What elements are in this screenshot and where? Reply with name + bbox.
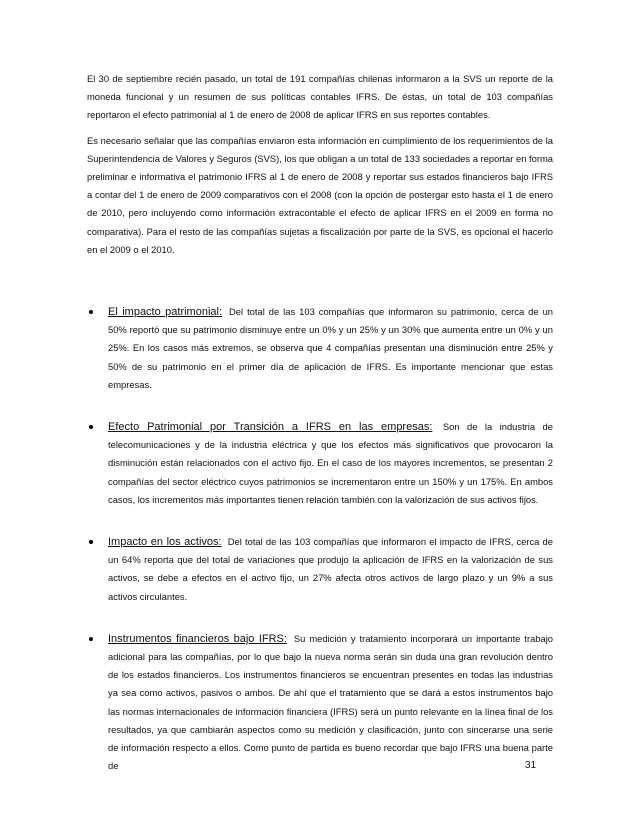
bullet-impacto-activos — [87, 533, 553, 606]
bullet-heading: Instrumentos financieros bajo IFRS: — [108, 632, 287, 645]
bullet-heading: Impacto en los activos: — [108, 536, 222, 549]
bullet-heading: Efecto Patrimonial por Transición a IFRS en las empresas: — [108, 421, 433, 434]
bullet-heading: El impacto patrimonial: — [108, 306, 223, 319]
bullet-list — [87, 303, 553, 775]
bullet-dot-icon — [89, 540, 93, 544]
bullet-efecto-patrimonial — [87, 418, 553, 509]
bullet-dot-icon — [89, 310, 93, 314]
bullet-text: Su medición y tratamiento incorporará un importante trabajo adicional para las compañías, por lo que bajo la nueva norma serán sin duda una gran revolución dentro de los estados financieros. Los instrumentos financieros se encuentran presentes en todas las industrias ya sea como activos, pasivos o ambos. De ahí que el tratamiento que se dará a estos instrumentos bajo las normas internacionales de información financiera (IFRS) será un punto relevante en la línea final de los resultados, ya que cambiarán aspectos como su medición y clasificación, junto con sincerarse una serie de información respecto a ellos. Como punto de partida es bueno recordar que bajo IFRS una buena parte de — [108, 632, 554, 772]
bullet-text: Del total de las 103 compañías que informaron su patrimonio, cerca de un 50% reportó que su patrimonio disminuye entre un 0% y un 25% y un 30% que aumenta entre un 0% y un 25%. En los casos más extremos, se observa que 4 compañías presentan una disminución entre 25% y 50% de su patrimonio en el primer día de aplicación de IFRS. Es importante mencionar que estas empresas. — [108, 306, 553, 390]
bullet-text: Del total de las 103 compañías que informaron el impacto de IFRS, cerca de un 64% reporta que del total de variaciones que produjo la aplicación de IFRS en la valorización de sus activos, se debe a efectos en el activo fijo, un 27% afecta otros activos de largo plazo y un 9% a sus activos circulantes. — [108, 536, 553, 602]
page-content — [87, 70, 553, 776]
bullet-dot-icon — [89, 425, 93, 429]
intro-paragraph: El 30 de septiembre recién pasado, un total de 191 compañías chilenas informaron a la SVS un reporte de la moneda funcional y un resumen de sus políticas contables IFRS. De éstas, un total de 103 compañías reportaron el efecto patrimonial al 1 de enero de 2008 de aplicar IFRS en sus reportes contables. — [87, 73, 553, 121]
bullet-impacto-patrimonial — [87, 303, 553, 394]
page-number: 31 — [525, 760, 537, 771]
bullet-instrumentos-financieros — [87, 630, 553, 776]
bullet-text: Son de la industria de telecomunicaciones y de la industria eléctrica y que los efectos más significativos que provocaron la disminución están relacionados con el activo fijo. En el caso de los mayores incrementos, se presentan 2 compañías del sector eléctrico cuyos patrimonios se incrementaron entre un 150% y un 175%. En ambos casos, los incrementos más importantes tienen relación también con la valorización de sus activos fijos. — [108, 421, 553, 505]
bullet-dot-icon — [89, 637, 93, 641]
context-paragraph: Es necesario señalar que las compañías enviaron esta información en cumplimiento de los requerimientos de la Superintendencia de Valores y Seguros (SVS), los que obligan a un total de 133 sociedades a reportar en forma preliminar e informativa el patrimonio IFRS al 1 de enero de 2008 y reportar sus estados financieros bajo IFRS a contar del 1 de enero de 2009 comparativos con el 2008 (con la opción de postergar esto hasta el 1 de enero de 2010, pero incluyendo como información extracontable el efecto de aplicar IFRS en el 2009 en forma no comparativa). Para el resto de las compañías sujetas a fiscalización por parte de la SVS, es opcional el hacerlo en el 2009 o el 2010. — [87, 134, 553, 255]
